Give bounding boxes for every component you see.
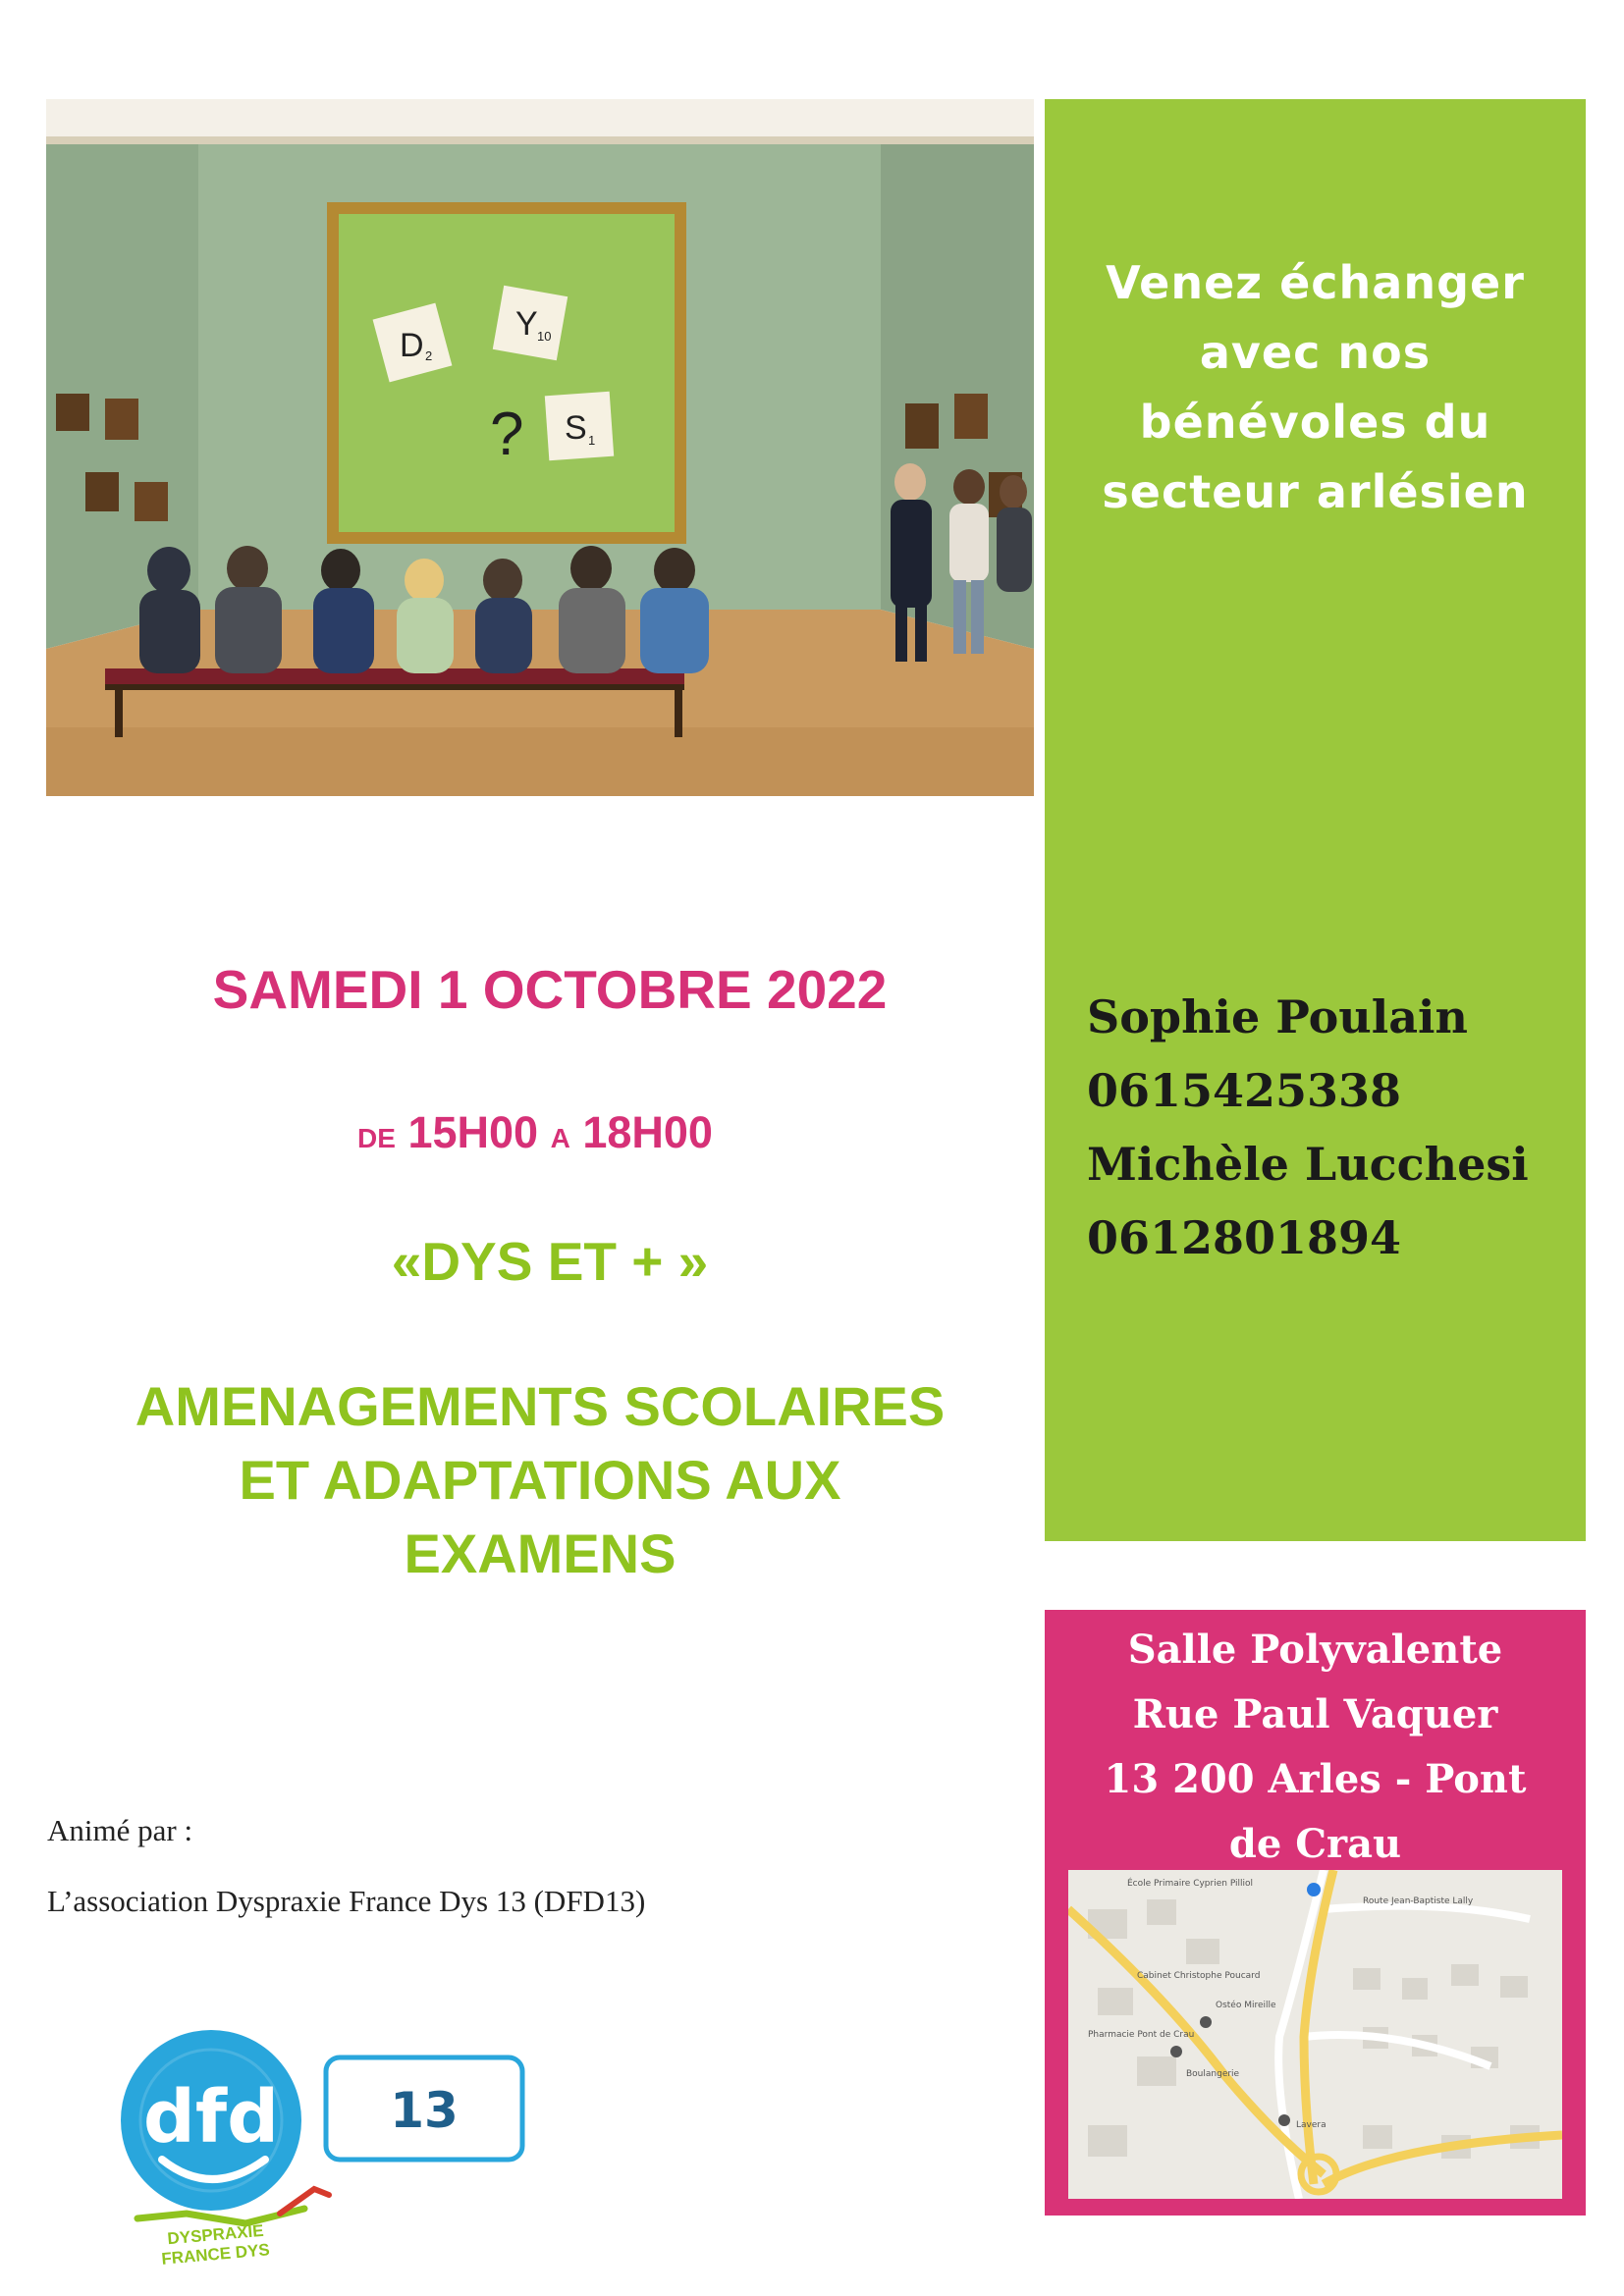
event-date: SAMEDI 1 OCTOBRE 2022 bbox=[212, 959, 888, 1020]
contact-name: Sophie Poulain bbox=[1087, 990, 1468, 1043]
address-line: Rue Paul Vaquer bbox=[1132, 1691, 1498, 1737]
contact-phone[interactable]: 0612801894 bbox=[1087, 1211, 1402, 1264]
invitation-line: bénévoles du bbox=[1139, 396, 1491, 449]
svg-text:1: 1 bbox=[588, 433, 596, 448]
address-line: Salle Polyvalente bbox=[1127, 1627, 1503, 1673]
svg-text:Pharmacie Pont de Crau: Pharmacie Pont de Crau bbox=[1088, 2030, 1195, 2040]
svg-text:S: S bbox=[565, 409, 587, 447]
dfd-logo-icon bbox=[118, 2012, 540, 2277]
address-line: de Crau bbox=[1228, 1821, 1402, 1867]
location-map[interactable] bbox=[1068, 1870, 1562, 2199]
subject-line: AMENAGEMENTS SCOLAIRES bbox=[135, 1375, 946, 1437]
event-theme: «DYS ET + » bbox=[391, 1231, 709, 1292]
svg-text:Y: Y bbox=[515, 305, 538, 343]
svg-text:2: 2 bbox=[425, 348, 433, 363]
svg-text:Ostéo Mireille: Ostéo Mireille bbox=[1216, 2001, 1276, 2010]
svg-text:Lavera: Lavera bbox=[1296, 2120, 1326, 2130]
time-separator: A bbox=[550, 1123, 570, 1153]
map-illustration bbox=[1068, 1870, 1562, 2199]
invitation-line: avec nos bbox=[1199, 326, 1432, 379]
start-time: 15H00 bbox=[407, 1107, 539, 1157]
contact-name: Michèle Lucchesi bbox=[1087, 1138, 1529, 1191]
dfd13-logo bbox=[118, 2012, 540, 2277]
museum-photo bbox=[46, 99, 1034, 796]
svg-text:DYSPRAXIE: DYSPRAXIE bbox=[166, 2220, 265, 2249]
svg-text:Boulangerie: Boulangerie bbox=[1186, 2069, 1240, 2079]
letter-tile-s bbox=[545, 392, 614, 460]
museum-photo-illustration bbox=[46, 99, 1034, 796]
time-prefix: DE bbox=[357, 1123, 396, 1153]
svg-text:dfd: dfd bbox=[142, 2075, 280, 2160]
organizer-label: Animé par : bbox=[47, 1813, 193, 1847]
address-line: 13 200 Arles - Pont bbox=[1104, 1756, 1527, 1802]
subject-line: EXAMENS bbox=[404, 1522, 677, 1584]
invitation-line: secteur arlésien bbox=[1102, 465, 1529, 518]
contact-phone[interactable]: 0615425338 bbox=[1087, 1064, 1402, 1117]
svg-text:Route Jean-Baptiste Lally: Route Jean-Baptiste Lally bbox=[1363, 1896, 1474, 1906]
svg-text:École Primaire Cyprien Pilliol: École Primaire Cyprien Pilliol bbox=[1127, 1879, 1254, 1889]
organizer-name: L’association Dyspraxie France Dys 13 (DFD13) bbox=[47, 1884, 646, 1918]
svg-text:Cabinet Christophe Poucard: Cabinet Christophe Poucard bbox=[1137, 1971, 1261, 1981]
question-mark: ? bbox=[490, 400, 524, 468]
address-panel bbox=[1045, 1610, 1586, 2216]
svg-text:13: 13 bbox=[390, 2082, 459, 2139]
svg-text:D: D bbox=[400, 327, 424, 364]
letter-tile-y bbox=[493, 286, 568, 360]
end-time: 18H00 bbox=[582, 1107, 713, 1157]
svg-text:10: 10 bbox=[537, 329, 552, 344]
svg-text:FRANCE DYS: FRANCE DYS bbox=[160, 2240, 271, 2269]
invitation-text bbox=[1045, 248, 1586, 527]
event-subject bbox=[39, 1369, 1041, 1590]
event-time bbox=[59, 1107, 1011, 1158]
contact-list bbox=[1087, 981, 1578, 1275]
invitation-line: Venez échanger bbox=[1106, 256, 1525, 309]
venue-address bbox=[1045, 1618, 1586, 1877]
volunteers-panel bbox=[1045, 99, 1586, 1541]
subject-line: ET ADAPTATIONS AUX bbox=[239, 1449, 841, 1511]
